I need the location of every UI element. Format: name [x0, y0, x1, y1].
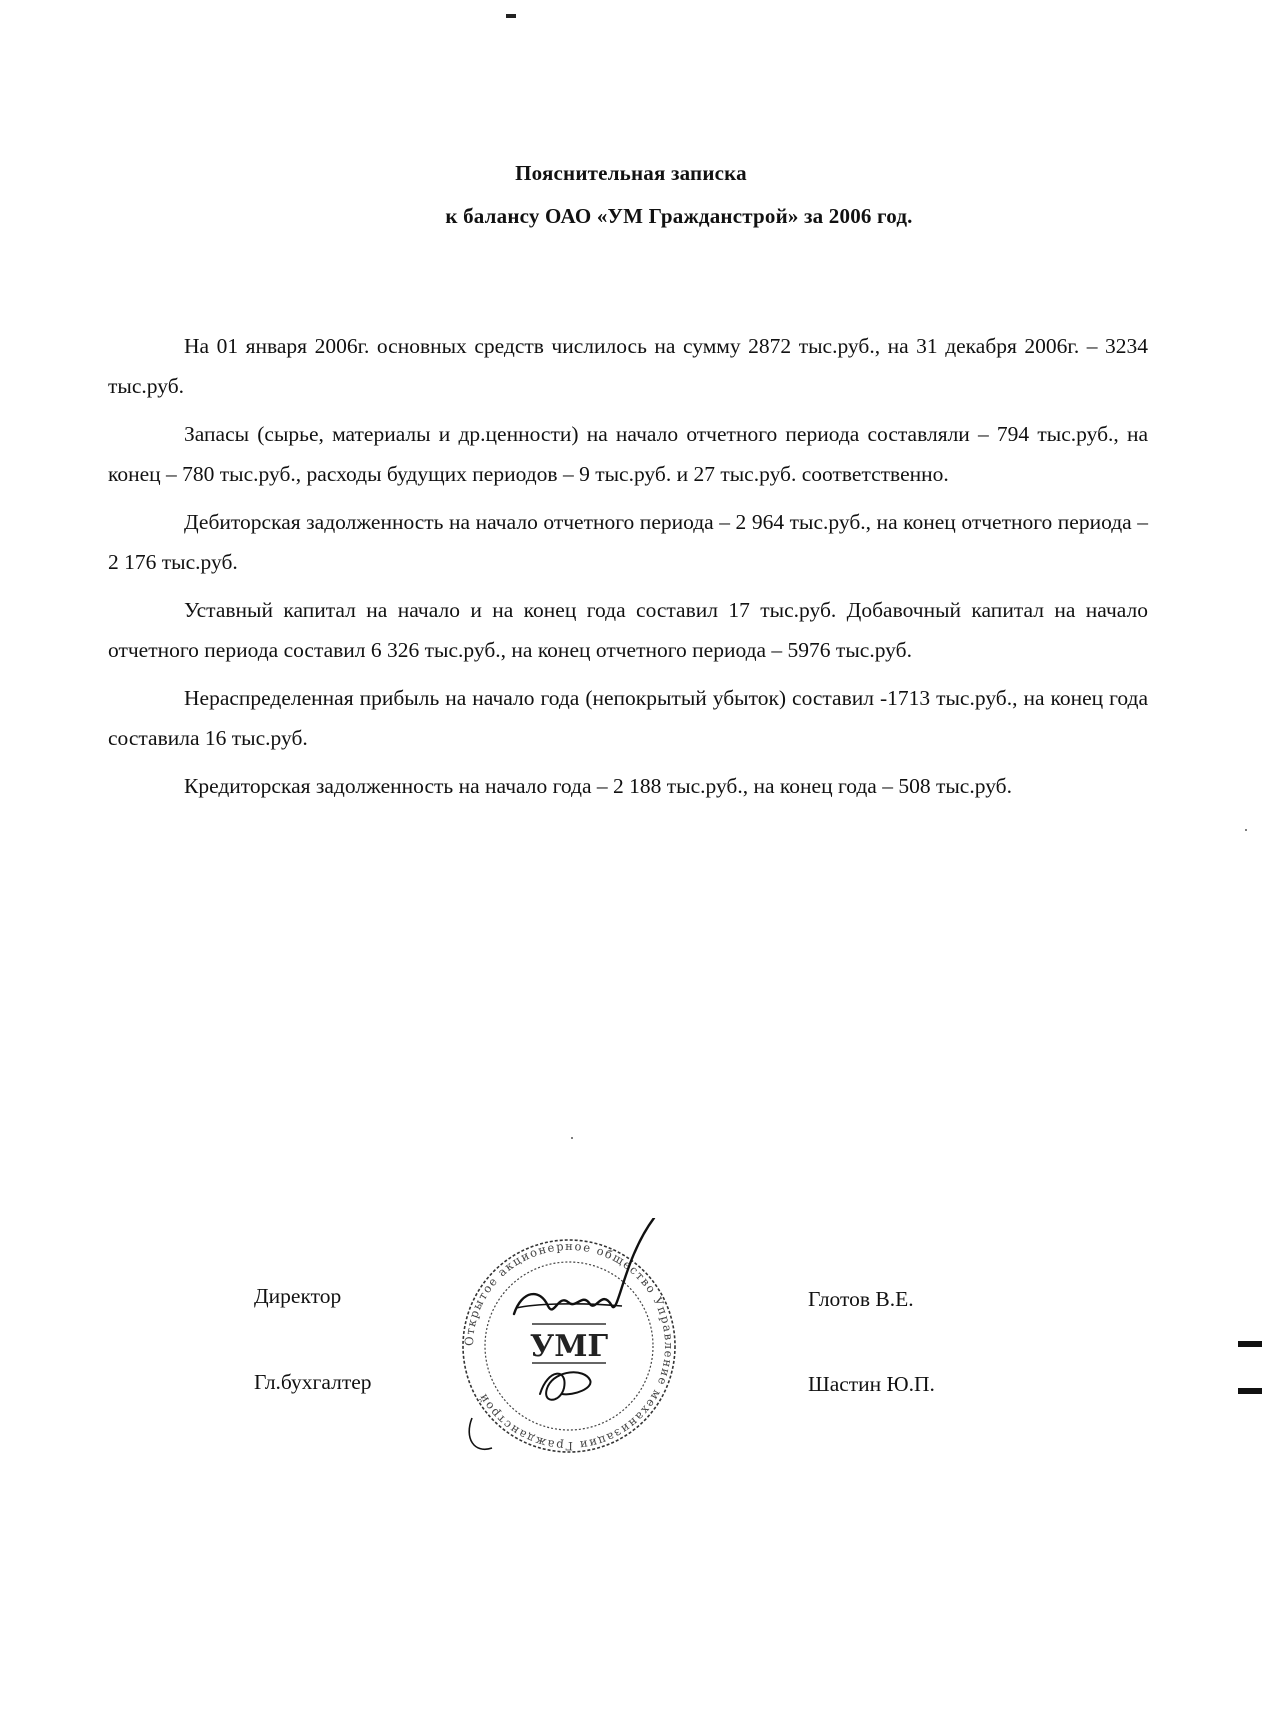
- paragraph-fixed-assets: На 01 января 2006г. основных средств числилось на сумму 2872 тыс.руб., на 31 декабря 2006г. – 3234 тыс.руб.: [108, 334, 1148, 398]
- scan-speck: [1245, 829, 1247, 831]
- document-subtitle: к балансу ОАО «УМ Гражданстрой» за 2006 год.: [445, 204, 913, 228]
- accountant-signature: [540, 1372, 591, 1399]
- scan-edge-mark: [1238, 1388, 1262, 1394]
- stamp-signature-tail: [469, 1418, 492, 1449]
- paragraph-retained-earnings: Нераспределенная прибыль на начало года (непокрытый убыток) составил -1713 тыс.руб., на конец года составила 16 тыс.руб.: [108, 686, 1148, 750]
- stamp-ring-text: Открытое акционерное общество Управление механизации Гражданстрой: [461, 1238, 677, 1454]
- accountant-role-label: Гл.бухгалтер: [254, 1370, 372, 1394]
- paragraph-inventory: Запасы (сырье, материалы и др.ценности) на начало отчетного периода составляли – 794 тыс.руб., на конец – 780 тыс.руб., расходы будущих периодов – 9 тыс.руб. и 27 тыс.руб. соответственно.: [108, 422, 1148, 486]
- company-stamp: [444, 1218, 694, 1458]
- director-name: Глотов В.Е.: [808, 1287, 914, 1311]
- document-title: Пояснительная записка: [515, 161, 747, 185]
- accountant-name: Шастин Ю.П.: [808, 1372, 935, 1396]
- paragraph-receivables: Дебиторская задолженность на начало отчетного периода – 2 964 тыс.руб., на конец отчетного периода – 2 176 тыс.руб.: [108, 510, 1148, 574]
- director-role-label: Директор: [254, 1284, 342, 1308]
- paragraph-capital: Уставный капитал на начало и на конец года составил 17 тыс.руб. Добавочный капитал на начало отчетного периода составил 6 326 тыс.руб., на конец отчетного периода – 5976 тыс.руб.: [108, 598, 1148, 662]
- scan-edge-mark: [1238, 1341, 1262, 1347]
- director-signature: [514, 1218, 654, 1314]
- scan-speck: [571, 1137, 573, 1139]
- director-signature-underline: [516, 1304, 622, 1308]
- paragraph-payables: Кредиторская задолженность на начало года – 2 188 тыс.руб., на конец года – 508 тыс.руб.: [184, 774, 1012, 798]
- stamp-center-text: УМГ: [529, 1329, 609, 1364]
